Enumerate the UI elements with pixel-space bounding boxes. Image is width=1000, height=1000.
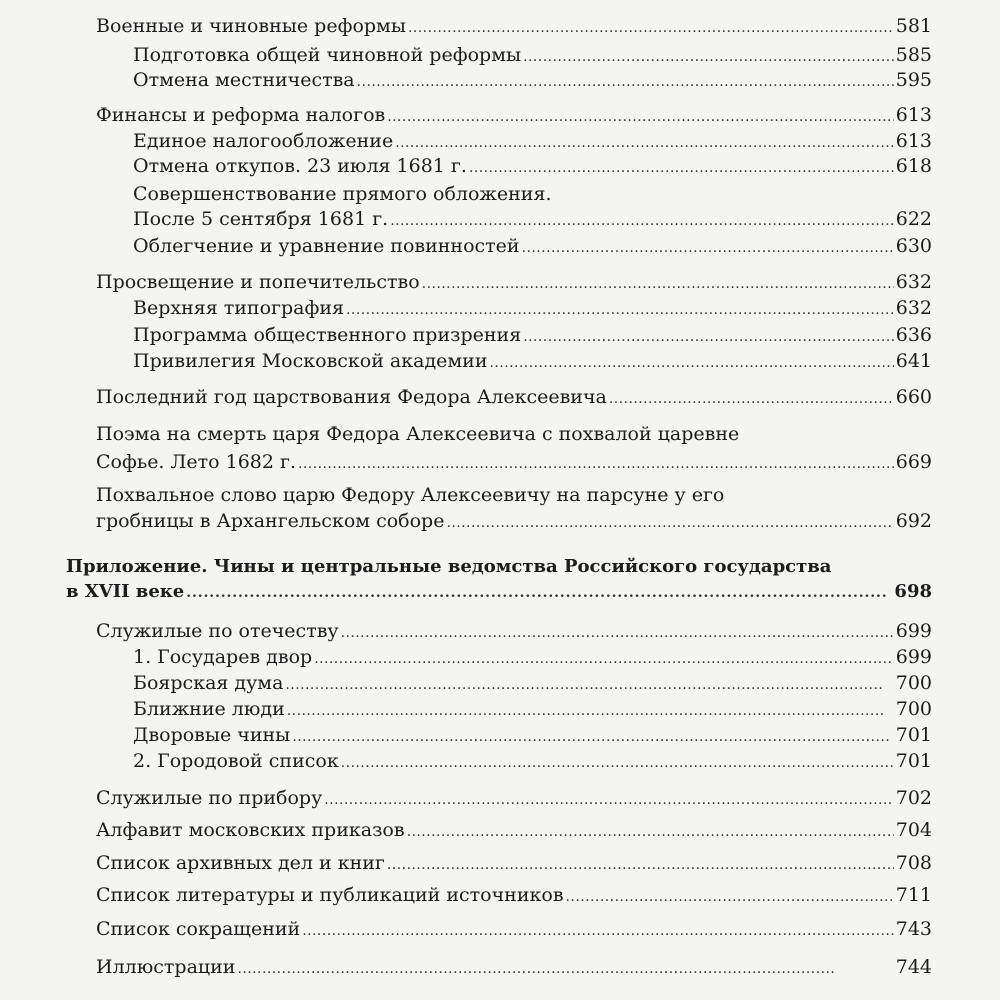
toc-entry-title: Софье. Лето 1682 г. <box>96 451 296 473</box>
toc-entry-title: в XVII веке <box>66 581 185 602</box>
toc-entry[interactable] <box>96 917 932 941</box>
toc-entry[interactable] <box>96 955 932 979</box>
dot-leader <box>285 671 893 695</box>
toc-entry-title: Верхняя типография <box>133 297 345 319</box>
dot-leader <box>341 619 894 643</box>
dot-leader <box>324 786 893 810</box>
toc-entry-page: 699 <box>895 646 932 668</box>
toc-entry-title: Список сокращений <box>96 918 301 940</box>
toc-entry-page: 613 <box>895 104 932 126</box>
toc-entry-page: 744 <box>895 956 932 978</box>
toc-entry-title: Последний год царствования Федора Алексеевича <box>96 386 607 408</box>
dot-leader <box>407 818 894 842</box>
toc-entry-title: После 5 сентября 1681 г. <box>133 208 389 230</box>
toc-entry-page: 595 <box>895 69 932 91</box>
dot-leader <box>408 14 894 38</box>
toc-entry[interactable] <box>96 509 932 533</box>
toc-entry[interactable] <box>96 450 932 474</box>
toc-entry-title: Военные и чиновные реформы <box>96 15 406 37</box>
toc-entry-title: Список архивных дел и книг <box>96 852 385 874</box>
dot-leader <box>522 234 894 258</box>
toc-entry-title: Облегчение и уравнение повинностей <box>133 235 520 257</box>
toc-entry-page: 581 <box>895 15 932 37</box>
dot-leader <box>186 580 892 604</box>
dot-leader <box>341 749 894 773</box>
toc-entry-page: 699 <box>895 620 932 642</box>
dot-leader <box>523 323 894 347</box>
toc-entry-page: 711 <box>895 884 932 906</box>
dot-leader <box>446 509 893 533</box>
toc-entry[interactable] <box>96 270 932 294</box>
toc-entry-title: Боярская дума <box>133 672 284 694</box>
dot-leader <box>314 645 894 669</box>
dot-leader <box>566 883 894 907</box>
toc-entry-page: 701 <box>895 750 932 772</box>
toc-entry[interactable] <box>133 234 932 258</box>
toc-entry-page: 698 <box>894 581 932 602</box>
toc-entry-page: 636 <box>895 324 932 346</box>
toc-entry-title: Служилые по прибору <box>96 787 323 809</box>
toc-entry[interactable] <box>133 697 932 721</box>
toc-entry[interactable] <box>96 786 932 810</box>
toc-entry-page: 632 <box>895 297 932 319</box>
toc-entry-title: Служилые по отечеству <box>96 620 339 642</box>
toc-entry[interactable] <box>133 68 932 92</box>
toc-entry[interactable] <box>96 385 932 409</box>
dot-leader <box>422 270 894 294</box>
dot-leader <box>346 296 894 320</box>
toc-entry-page: 585 <box>895 44 932 66</box>
toc-entry[interactable] <box>133 154 932 178</box>
dot-leader <box>357 68 894 92</box>
dot-leader <box>490 349 894 373</box>
toc-entry[interactable] <box>133 749 932 773</box>
toc-entry-page: 700 <box>895 672 932 694</box>
toc-entry-title: Совершенствование прямого обложения. <box>133 183 552 205</box>
toc-entry[interactable] <box>133 645 932 669</box>
dot-leader <box>395 129 894 153</box>
toc-entry[interactable] <box>96 619 932 643</box>
toc-entry-title: Программа общественного призрения <box>133 324 522 346</box>
toc-entry-title: Похвальное слово царю Федору Алексеевичу на парсуне у его <box>96 484 725 506</box>
toc-entry-page: 632 <box>895 271 932 293</box>
toc-entry-title: Приложение. Чины и центральные ведомства Российского государства <box>66 556 832 577</box>
toc-entry-title: Привилегия Московской академии <box>133 350 488 372</box>
toc-entry-title: Иллюстрации <box>96 956 236 978</box>
dot-leader <box>292 723 893 747</box>
dot-leader <box>609 385 894 409</box>
toc-entry[interactable] <box>96 818 932 842</box>
toc-appendix-entry[interactable] <box>66 555 932 579</box>
toc-entry-page: 692 <box>895 510 932 532</box>
toc-entry[interactable] <box>133 207 932 231</box>
toc-entry-page: 641 <box>895 350 932 372</box>
toc-entry-title: Поэма на смерть царя Федора Алексеевича с похвалой царевне <box>96 423 740 445</box>
toc-entry[interactable] <box>133 723 932 747</box>
toc-entry-title: Отмена местничества <box>133 69 355 91</box>
toc-entry-title: гробницы в Архангельском соборе <box>96 510 445 532</box>
dot-leader <box>387 851 894 875</box>
toc-entry-title: 2. Городовой список <box>133 750 339 772</box>
toc-entry[interactable] <box>133 43 932 67</box>
dot-leader <box>469 154 894 178</box>
toc-entry[interactable] <box>133 323 932 347</box>
toc-entry-title: Ближние люди <box>133 698 285 720</box>
toc-entry-title: 1. Государев двор <box>133 646 313 668</box>
toc-entry[interactable] <box>133 671 932 695</box>
toc-entry[interactable] <box>96 103 932 127</box>
toc-entry-page: 622 <box>895 208 932 230</box>
dot-leader <box>387 103 894 127</box>
toc-entry-title: Алфавит московских приказов <box>96 819 405 841</box>
toc-entry-title: Отмена откупов. 23 июля 1681 г. <box>133 155 467 177</box>
toc-entry-title: Просвещение и попечительство <box>96 271 420 293</box>
toc-entry-page: 630 <box>895 235 932 257</box>
toc-entry-page: 702 <box>895 787 932 809</box>
toc-entry-page: 708 <box>895 852 932 874</box>
toc-entry[interactable] <box>96 851 932 875</box>
toc-entry-title: Дворовые чины <box>133 724 291 746</box>
toc-entry-page: 669 <box>895 451 932 473</box>
toc-entry-title: Единое налогообложение <box>133 130 394 152</box>
toc-entry[interactable] <box>96 883 932 907</box>
toc-entry[interactable] <box>133 129 932 153</box>
toc-entry-page: 660 <box>895 386 932 408</box>
dot-leader <box>298 450 894 474</box>
toc-entry[interactable] <box>96 422 932 446</box>
toc-entry-page: 700 <box>895 698 932 720</box>
toc-appendix-entry[interactable] <box>66 580 932 604</box>
dot-leader <box>302 917 894 941</box>
toc-entry-page: 618 <box>895 155 932 177</box>
toc-entry-page: 701 <box>895 724 932 746</box>
dot-leader <box>237 955 893 979</box>
toc-entry-title: Финансы и реформа налогов <box>96 104 386 126</box>
toc-entry-title: Подготовка общей чиновной реформы <box>133 44 522 66</box>
toc-entry[interactable] <box>133 182 932 206</box>
dot-leader <box>390 207 894 231</box>
toc-entry-title: Список литературы и публикаций источников <box>96 884 564 906</box>
dot-leader <box>287 697 894 721</box>
toc-entry[interactable] <box>96 14 932 38</box>
dot-leader <box>523 43 894 67</box>
toc-entry-page: 743 <box>895 918 932 940</box>
toc-entry-page: 613 <box>895 130 932 152</box>
toc-entry-page: 704 <box>895 819 932 841</box>
toc-entry[interactable] <box>96 483 932 507</box>
toc-entry[interactable] <box>133 349 932 373</box>
toc-entry[interactable] <box>133 296 932 320</box>
